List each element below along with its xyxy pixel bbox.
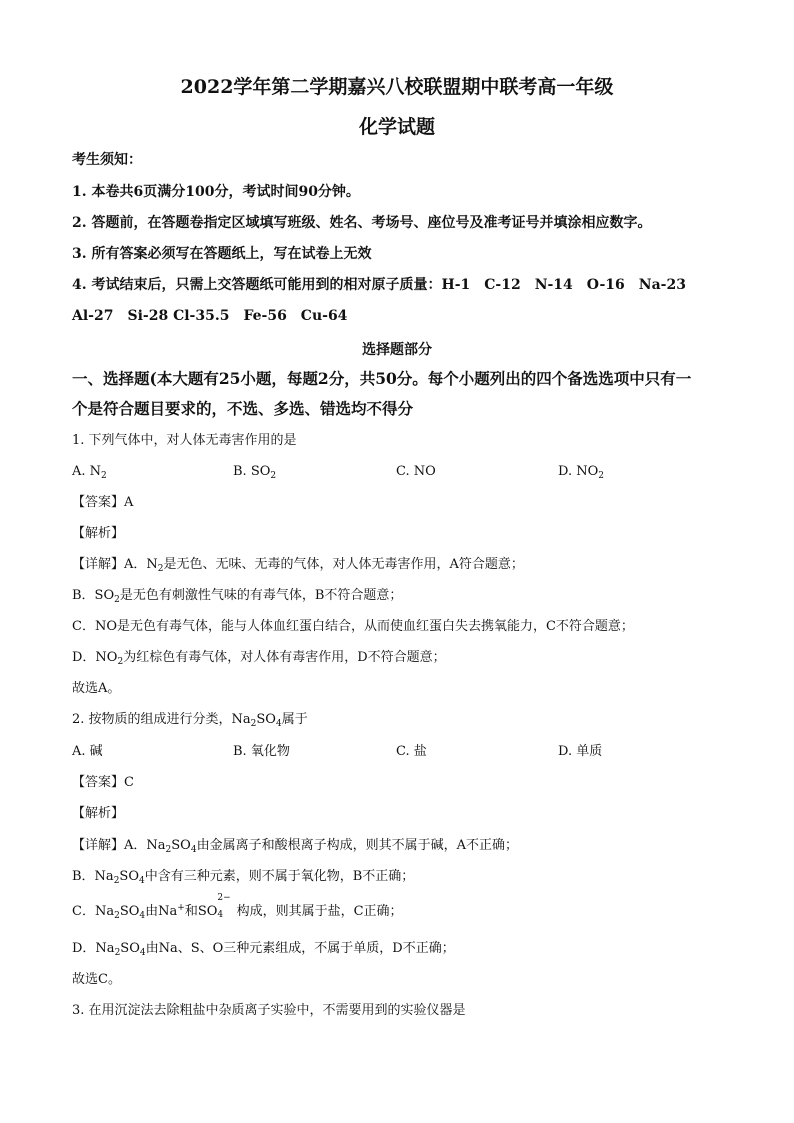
q1-answer: 【答案】A	[72, 495, 134, 510]
section-intro-1: 一、选择题(本大题有25小题，每题2分，共50分。每个小题列出的四个备选选项中只有一	[72, 369, 692, 388]
q1-detail-b: B．$SO_2$是无色有刺激性气味的有毒气体，B不符合题意；	[72, 588, 403, 605]
q2-conclusion: 故选C。	[72, 972, 121, 987]
section-label: 选择题部分	[362, 342, 432, 358]
q2-option-a: A. 碱	[72, 744, 103, 759]
q1-option-d: D. $NO_2$	[558, 464, 604, 481]
q1-option-a: A. $N_2$	[72, 464, 107, 481]
notice-item-3: 3. 所有答案必须写在答题纸上，写在试卷上无效	[72, 246, 372, 262]
notice-item-5: Al-27 Si-28 Cl-35.5 Fe-56 Cu-64	[72, 308, 348, 324]
notice-item-4: 4. 考试结束后，只需上交答题纸可能用到的相对原子质量：H-1 C-12 N-14 O-16 Na-23	[72, 277, 686, 293]
q2-option-c: C. 盐	[396, 744, 427, 759]
q2-detail-d: D．$Na_2SO_4$由Na、S、O三种元素组成，不属于单质，D不正确；	[72, 941, 455, 958]
q2-detail-c: C．$Na_2SO_4$由Na+和SO 2− 4 构成，则其属于盐，C正确；	[72, 893, 403, 921]
sulfate-ion-charge: 2− 4	[217, 893, 231, 920]
q1-option-b: B. $SO_2$	[233, 464, 277, 481]
q1-analysis: 【解析】	[72, 526, 125, 541]
notice-item-1: 1. 本卷共6页满分100分，考试时间90分钟。	[72, 184, 360, 200]
q2-option-d: D. 单质	[558, 744, 603, 759]
notice-heading: 考生须知：	[72, 152, 142, 168]
question-2-stem: 2. 按物质的组成进行分类，$Na_2SO_4$属于	[72, 712, 308, 729]
q1-option-c: C. NO	[396, 464, 436, 479]
q2-detail-a: 【详解】A．$Na_2SO_4$由金属离子和酸根离子构成，则其不属于碱，A不正确；	[72, 838, 518, 855]
q1-detail-d: D．$NO_2$为红棕色有毒气体，对人体有毒害作用，D不符合题意；	[72, 650, 446, 667]
q2-answer: 【答案】C	[72, 775, 134, 790]
question-3-stem: 3. 在用沉淀法去除粗盐中杂质离子实验中，不需要用到的实验仪器是	[72, 1003, 466, 1018]
q2-option-b: B. 氧化物	[233, 744, 290, 759]
q1-detail-c: C．NO是无色有毒气体，能与人体血红蛋白结合，从而使血红蛋白失去携氧能力，C不符合题意；	[72, 619, 634, 634]
q2-detail-b: B．$Na_2SO_4$中含有三种元素，则不属于氧化物，B不正确；	[72, 869, 415, 886]
notice-item-2: 2. 答题前，在答题卷指定区域填写班级、姓名、考场号、座位号及准考证号并填涂相应数字。	[72, 215, 652, 231]
section-intro-2: 个是符合题目要求的，不选、多选、错选均不得分	[72, 399, 414, 418]
q1-conclusion: 故选A。	[72, 681, 121, 696]
q2-analysis: 【解析】	[72, 806, 125, 821]
q1-detail-a: 【详解】A．$N_2$是无色、无味、无毒的气体，对人体无毒害作用，A符合题意；	[72, 557, 524, 574]
page-subtitle: 化学试题	[358, 116, 435, 138]
question-1-stem: 1. 下列气体中，对人体无毒害作用的是	[72, 433, 297, 448]
page-title: 2022学年第二学期嘉兴八校联盟期中联考高一年级	[180, 76, 614, 98]
